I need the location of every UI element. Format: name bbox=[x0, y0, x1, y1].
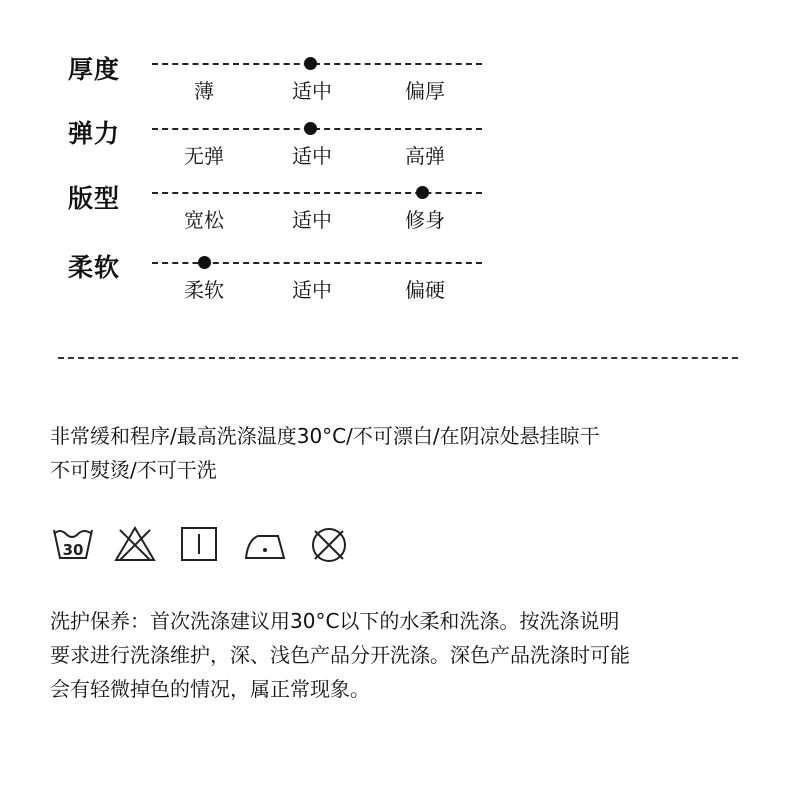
option-label: 柔软 bbox=[184, 278, 224, 302]
care-note bbox=[50, 604, 630, 706]
option-label: 适中 bbox=[292, 208, 332, 232]
option-label: 偏厚 bbox=[405, 79, 445, 103]
section-divider bbox=[58, 357, 738, 359]
option-label: 修身 bbox=[405, 208, 445, 232]
option-label: 适中 bbox=[292, 144, 332, 168]
option-label: 无弹 bbox=[184, 144, 224, 168]
care-note-line: 洗护保养：首次洗涤建议用30°C以下的水柔和洗涤。按洗涤说明 bbox=[50, 609, 620, 633]
care-note-line: 会有轻微掉色的情况，属正常现象。 bbox=[50, 677, 370, 701]
line-dry-shade-icon bbox=[180, 526, 218, 562]
selected-marker bbox=[198, 256, 211, 269]
wash-30-icon bbox=[52, 526, 94, 562]
selected-marker bbox=[304, 122, 317, 135]
care-note-line: 要求进行洗涤维护，深、浅色产品分开洗涤。深色产品洗涤时可能 bbox=[50, 643, 630, 667]
care-instructions-line: 不可熨烫/不可干洗 bbox=[50, 458, 217, 482]
care-instructions-line: 非常缓和程序/最高洗涤温度30°C/不可漂白/在阴凉处悬挂晾干 bbox=[50, 424, 600, 448]
no-bleach-icon bbox=[114, 526, 156, 562]
selected-marker bbox=[416, 186, 429, 199]
iron-low-icon bbox=[242, 526, 288, 562]
care-instructions bbox=[50, 419, 600, 487]
softness-scale bbox=[152, 262, 482, 264]
attribute-label: 厚度 bbox=[68, 55, 121, 84]
attribute-label: 弹力 bbox=[68, 119, 121, 148]
option-label: 适中 bbox=[292, 79, 332, 103]
selected-marker bbox=[304, 57, 317, 70]
no-dry-clean-icon bbox=[309, 526, 349, 564]
option-label: 薄 bbox=[194, 79, 214, 103]
elasticity-scale bbox=[152, 128, 482, 130]
attribute-label: 版型 bbox=[68, 184, 121, 213]
fit-scale bbox=[152, 192, 482, 194]
attribute-label: 柔软 bbox=[68, 253, 121, 282]
option-label: 高弹 bbox=[405, 144, 445, 168]
option-label: 宽松 bbox=[184, 208, 224, 232]
option-label: 适中 bbox=[292, 278, 332, 302]
option-label: 偏硬 bbox=[405, 278, 445, 302]
thickness-scale bbox=[152, 63, 482, 65]
wash-temperature-label: 30 bbox=[62, 541, 84, 559]
